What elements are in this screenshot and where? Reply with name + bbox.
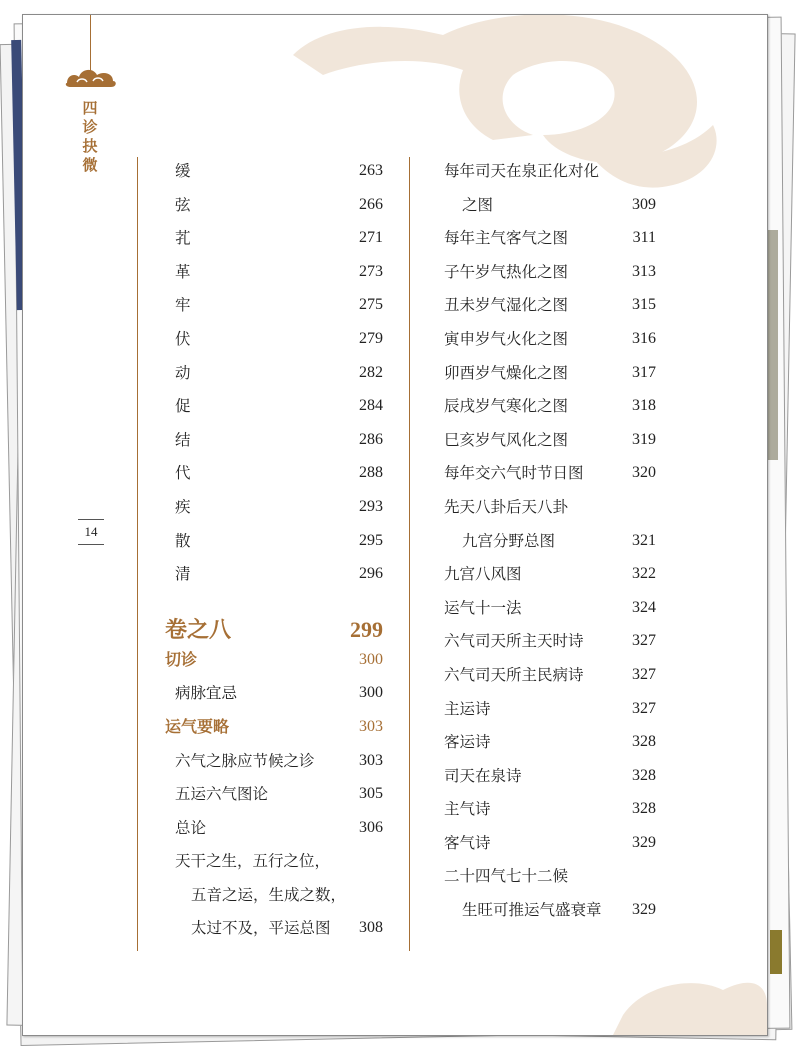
toc-entry: 先天八卦后天八卦 (444, 497, 569, 516)
toc-entry: 客运诗 328 (444, 733, 656, 752)
toc-entry-continued: 九宫分野总图 321 (462, 531, 656, 550)
toc-entry: 动 282 (175, 363, 383, 382)
toc-entry: 结 286 (175, 430, 383, 449)
cloud-ornament-icon (63, 65, 119, 89)
back-page-edge-dark (768, 230, 778, 460)
left-column-rule (137, 157, 138, 951)
toc-entry: 二十四气七十二候 (444, 867, 569, 886)
toc-section-heading: 运气要略 303 (165, 716, 383, 736)
back-page-edge-olive (770, 930, 782, 974)
toc-entry-continued: 生旺可推运气盛衰章 329 (462, 901, 656, 920)
page-number: 14 (84, 524, 98, 539)
toc-entry: 主气诗 328 (444, 800, 656, 819)
toc-entry: 促 284 (175, 397, 383, 416)
toc-left-column (165, 160, 383, 951)
toc-chapter-heading: 卷之八 299 (165, 616, 383, 643)
toc-entry-continued: 之图 309 (462, 195, 656, 214)
toc-entry: 六气之脉应节候之诊 303 (175, 751, 383, 770)
toc-entry-continued: 太过不及，平运总图 308 (191, 919, 383, 938)
toc-entry: 缓 263 (175, 162, 383, 180)
toc-entry: 司天在泉诗 328 (444, 766, 656, 785)
book-page (22, 14, 768, 1036)
toc-entry: 巳亥岁气风化之图 319 (444, 430, 656, 449)
toc-entry: 子午岁气热化之图 313 (444, 262, 656, 281)
toc-entry: 革 273 (175, 262, 383, 281)
toc-entry: 总论 306 (175, 818, 383, 837)
toc-entry: 寅申岁气火化之图 316 (444, 329, 656, 348)
toc-entry: 卯酉岁气燥化之图 317 (444, 363, 656, 382)
toc-entry: 散 295 (175, 531, 383, 550)
toc-entry: 伏 279 (175, 329, 383, 348)
toc-entry: 丑未岁气湿化之图 315 (444, 296, 656, 315)
toc-entry: 九宫八风图 322 (444, 565, 656, 584)
toc-entry: 代 288 (175, 464, 383, 483)
toc-entry: 六气司天所主天时诗 327 (444, 632, 656, 651)
toc-entry: 弦 266 (175, 195, 383, 214)
toc-entry: 每年主气客气之图 311 (444, 229, 656, 248)
toc-entry: 六气司天所主民病诗 327 (444, 665, 656, 684)
toc-entry: 清 296 (175, 565, 383, 584)
hanging-line (90, 15, 91, 71)
toc-right-column (444, 160, 656, 933)
toc-entry: 芤 271 (175, 229, 383, 248)
toc-entry: 辰戌岁气寒化之图 318 (444, 397, 656, 416)
toc-entry: 疾 293 (175, 497, 383, 516)
toc-entry: 客气诗 329 (444, 833, 656, 852)
toc-entry: 主运诗 327 (444, 699, 656, 718)
toc-entry: 病脉宜忌 300 (175, 684, 383, 703)
toc-entry: 每年司天在泉正化对化 (444, 162, 600, 180)
toc-entry-continued: 五音之运，生成之数， (191, 885, 347, 904)
book-title: 四诊抉微 (82, 99, 98, 174)
toc-entry: 每年交六气时节日图 320 (444, 464, 656, 483)
toc-entry: 五运六气图论 305 (175, 785, 383, 804)
toc-entry: 牢 275 (175, 296, 383, 315)
toc-entry: 运气十一法 324 (444, 598, 656, 617)
right-column-rule (409, 157, 410, 951)
toc-entry: 天干之生，五行之位， (175, 852, 331, 871)
toc-section-heading: 切诊 300 (165, 649, 383, 669)
page-number-box (78, 519, 104, 545)
